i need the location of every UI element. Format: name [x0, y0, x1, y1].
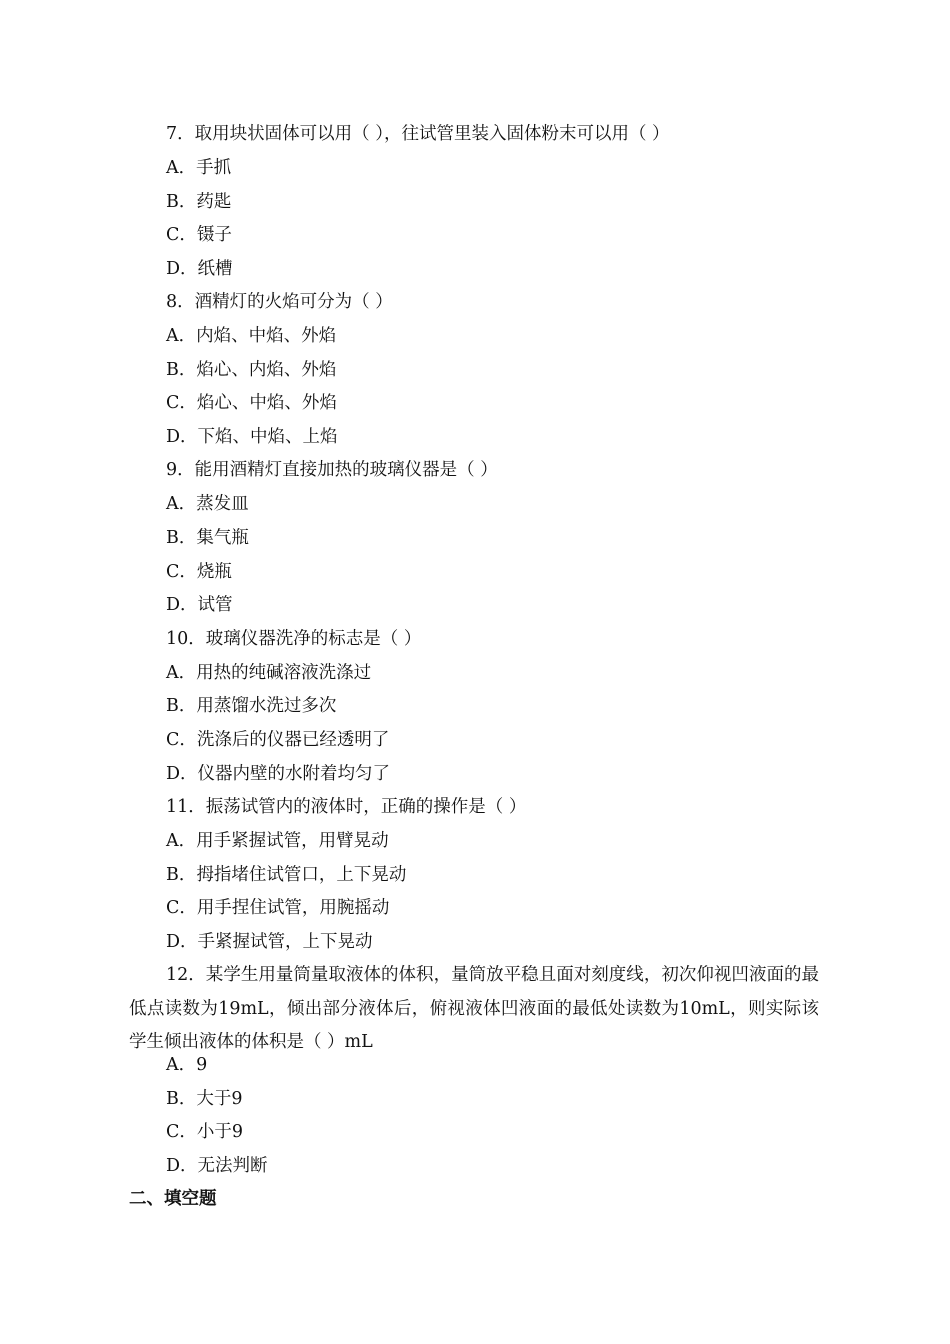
question-7-option-d: D．纸槽	[166, 259, 233, 279]
question-10-stem: 10．玻璃仪器洗净的标志是（ ）	[166, 629, 422, 649]
question-10-option-d: D．仪器内壁的水附着均匀了	[166, 764, 391, 784]
section-heading: 二、填空题	[129, 1189, 217, 1209]
question-7-option-b: B．药匙	[166, 192, 232, 212]
question-11-option-a: A．用手紧握试管，用臂晃动	[166, 831, 389, 851]
question-7-stem: 7．取用块状固体可以用（ ），往试管里装入固体粉末可以用（ ）	[166, 124, 670, 144]
question-7-option-a: A．手抓	[166, 158, 232, 178]
question-9-option-c: C．烧瓶	[166, 562, 232, 582]
question-8-option-c: C．焰心、中焰、外焰	[166, 393, 337, 413]
question-10-option-c: C．洗涤后的仪器已经透明了	[166, 730, 390, 750]
question-12-option-c: C．小于9	[166, 1122, 244, 1142]
question-9-option-a: A．蒸发皿	[166, 494, 249, 514]
question-11-option-d: D．手紧握试管，上下晃动	[166, 932, 373, 952]
question-8-option-d: D．下焰、中焰、上焰	[166, 427, 338, 447]
question-10-option-a: A．用热的纯碱溶液洗涤过	[166, 663, 372, 683]
question-11-option-b: B．拇指堵住试管口，上下晃动	[166, 865, 407, 885]
question-8-stem: 8．酒精灯的火焰可分为（ ）	[166, 292, 393, 312]
question-8-option-a: A．内焰、中焰、外焰	[166, 326, 337, 346]
question-12-option-a: A．9	[166, 1055, 208, 1075]
question-8-option-b: B．焰心、内焰、外焰	[166, 360, 337, 380]
question-12-option-d: D．无法判断	[166, 1156, 268, 1176]
question-11-option-c: C．用手捏住试管，用腕摇动	[166, 898, 390, 918]
question-9-stem: 9．能用酒精灯直接加热的玻璃仪器是（ ）	[166, 460, 498, 480]
question-12-option-b: B．大于9	[166, 1089, 243, 1109]
question-11-stem: 11．振荡试管内的液体时，正确的操作是（ ）	[166, 797, 527, 817]
question-9-option-d: D．试管	[166, 595, 233, 615]
question-10-option-b: B．用蒸馏水洗过多次	[166, 696, 337, 716]
question-7-option-c: C．镊子	[166, 225, 232, 245]
question-9-option-b: B．集气瓶	[166, 528, 249, 548]
question-12-stem: 12．某学生用量筒量取液体的体积，量筒放平稳且面对刻度线，初次仰视凹液面的最低点读数为19mL，倾出部分液体后，俯视液体凹液面的最低处读数为10mL，则实际该学生倾出液体的体积是（ ）mL	[129, 965, 819, 1053]
